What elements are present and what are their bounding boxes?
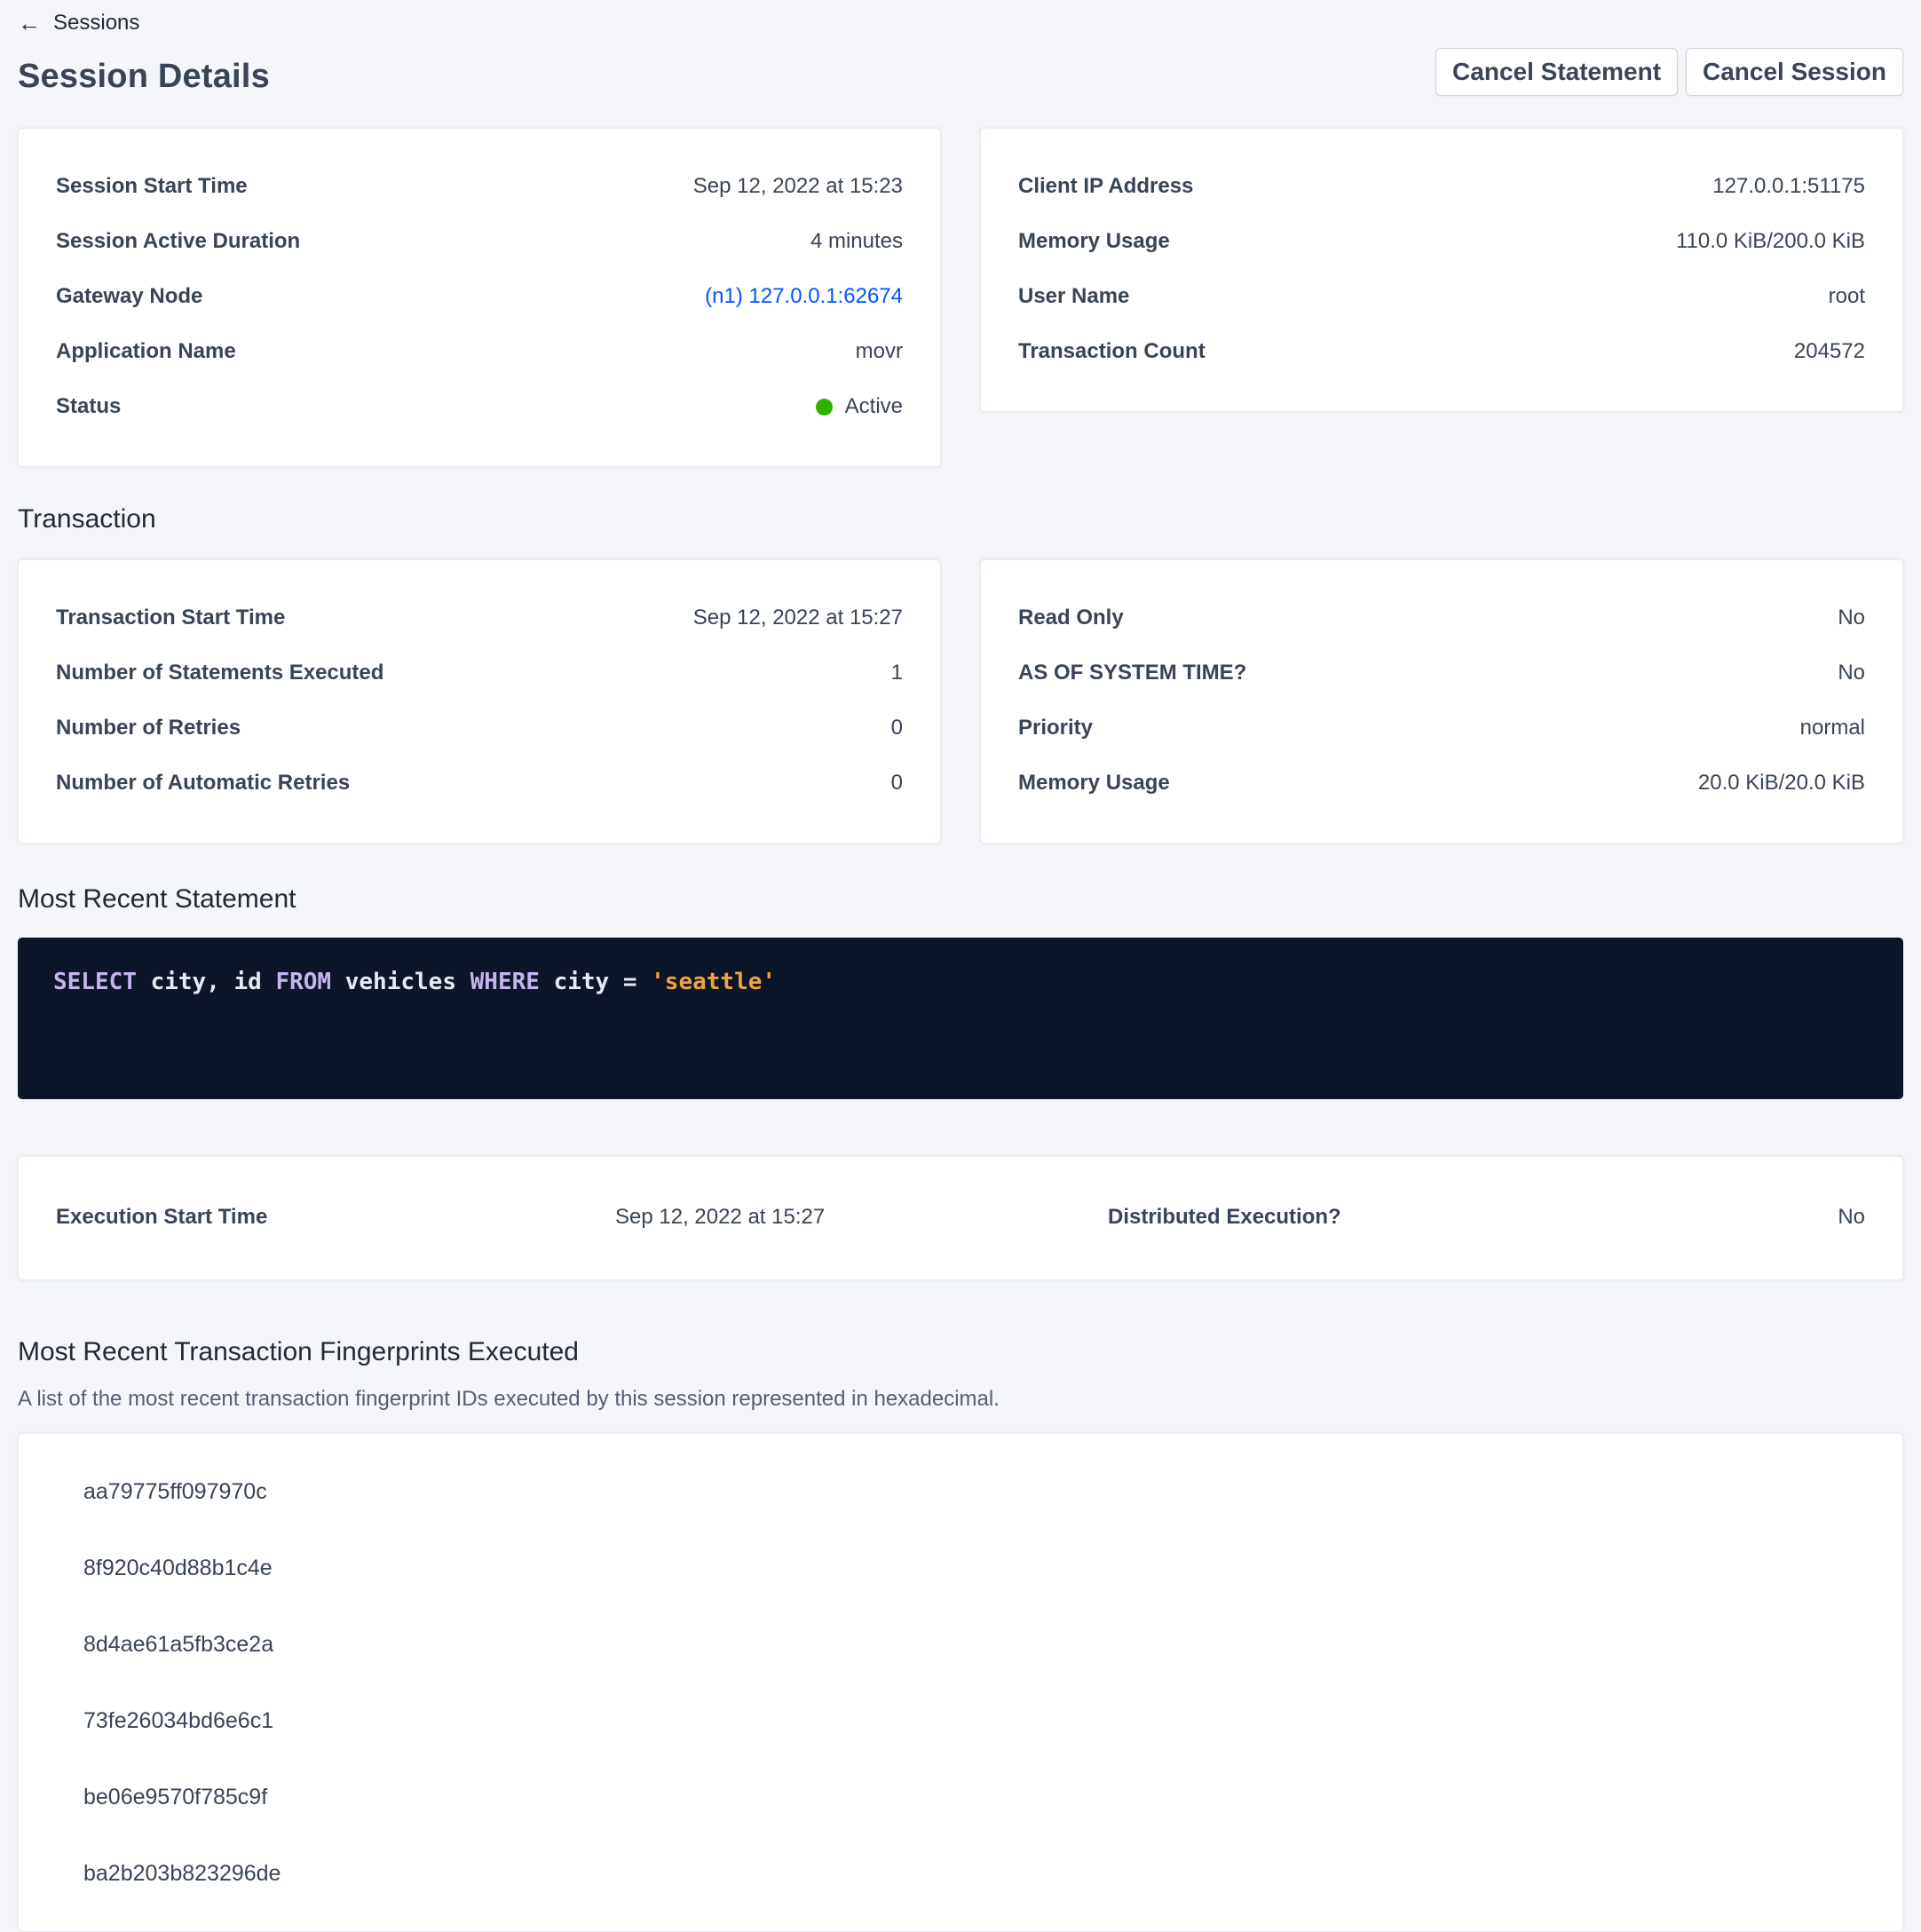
cancel-statement-button[interactable]: Cancel Statement xyxy=(1435,48,1678,96)
info-value-text: Sep 12, 2022 at 15:23 xyxy=(692,174,903,198)
info-label: Priority xyxy=(1018,716,1094,740)
sql-statement xyxy=(53,966,1868,998)
info-label: User Name xyxy=(1018,284,1130,308)
info-label: Memory Usage xyxy=(1018,771,1170,795)
fingerprints-section-heading: Most Recent Transaction Fingerprints Executed xyxy=(18,1337,579,1366)
info-value xyxy=(693,606,903,630)
info-value-text: movr xyxy=(855,339,903,363)
info-row xyxy=(56,701,903,756)
info-row xyxy=(1018,269,1865,324)
info-value xyxy=(1676,229,1865,254)
session-overview-cards xyxy=(18,128,1903,467)
info-value xyxy=(816,394,903,419)
sql-token: vehicles xyxy=(331,969,470,995)
info-value-text: 110.0 KiB/200.0 KiB xyxy=(1675,229,1865,253)
distributed-execution-value: No xyxy=(1838,1205,1865,1229)
info-value xyxy=(1838,606,1865,630)
info-value-text: 0 xyxy=(890,716,903,740)
statement-section-heading: Most Recent Statement xyxy=(18,884,296,914)
sql-token: FROM xyxy=(275,969,332,995)
info-value xyxy=(1800,716,1865,740)
info-value xyxy=(1838,661,1865,685)
back-arrow-icon: ← xyxy=(18,10,41,36)
info-value-text: Active xyxy=(844,394,903,418)
fingerprints-card xyxy=(18,1433,1903,1932)
sql-token: SELECT xyxy=(53,969,137,995)
info-value xyxy=(1698,771,1865,796)
info-row xyxy=(1018,701,1865,756)
info-value-text: normal xyxy=(1799,716,1865,740)
info-row xyxy=(1018,214,1865,269)
info-label: Application Name xyxy=(56,339,236,363)
info-value-text: 0 xyxy=(890,771,903,795)
fingerprint-id: be06e9570f785c9f xyxy=(83,1784,268,1809)
info-value xyxy=(693,174,903,199)
info-value-text: 1 xyxy=(890,661,903,685)
info-row xyxy=(56,324,903,379)
info-value[interactable] xyxy=(705,284,903,309)
page-title: Session Details xyxy=(18,58,270,95)
info-row xyxy=(56,269,903,324)
info-value xyxy=(1712,174,1865,199)
transaction-card-left xyxy=(18,559,941,843)
info-label: Number of Statements Executed xyxy=(56,661,384,685)
header-actions xyxy=(1435,48,1903,96)
info-value-text: 127.0.0.1:51175 xyxy=(1712,174,1865,198)
transaction-cards xyxy=(18,559,1903,843)
info-label: Client IP Address xyxy=(1018,174,1194,198)
sql-token: 'seattle' xyxy=(651,969,777,995)
info-row xyxy=(56,214,903,269)
info-row xyxy=(56,756,903,811)
info-row xyxy=(1018,159,1865,214)
session-info-card-left xyxy=(18,128,941,467)
info-value-text: No xyxy=(1838,661,1865,685)
info-row xyxy=(1018,590,1865,645)
back-to-sessions-link[interactable] xyxy=(18,7,139,39)
info-label: Session Active Duration xyxy=(56,229,301,253)
sql-token: WHERE xyxy=(470,969,540,995)
info-value-text: (n1) 127.0.0.1:62674 xyxy=(705,284,903,308)
fingerprint-id: ba2b203b823296de xyxy=(83,1860,281,1886)
info-row xyxy=(56,159,903,214)
transaction-section-heading: Transaction xyxy=(18,504,156,534)
page-header xyxy=(18,48,1903,96)
transaction-card-right xyxy=(980,559,1903,843)
fingerprint-id: 8f920c40d88b1c4e xyxy=(83,1555,273,1580)
info-value-text: root xyxy=(1828,284,1865,308)
info-row xyxy=(1018,756,1865,811)
sql-token: = xyxy=(622,969,652,995)
fingerprint-id: aa79775ff097970c xyxy=(83,1478,267,1504)
info-label: Transaction Count xyxy=(1018,339,1206,363)
info-value-text: 4 minutes xyxy=(810,229,903,253)
fingerprints-description: A list of the most recent transaction fingerprint IDs executed by this session represented in hexadecimal. xyxy=(18,1387,1000,1411)
info-label: AS OF SYSTEM TIME? xyxy=(1018,661,1247,685)
info-value-text: 204572 xyxy=(1793,339,1865,363)
info-value xyxy=(1794,339,1865,364)
info-label: Memory Usage xyxy=(1018,229,1170,253)
session-info-card-right xyxy=(980,128,1903,412)
info-row xyxy=(1018,324,1865,379)
info-value xyxy=(1829,284,1865,309)
info-row xyxy=(56,645,903,701)
info-row xyxy=(56,590,903,645)
info-value xyxy=(810,229,903,254)
fingerprint-id: 73fe26034bd6e6c1 xyxy=(83,1707,274,1733)
distributed-execution-pair xyxy=(1108,1205,1865,1230)
info-value xyxy=(891,661,903,685)
info-value xyxy=(891,771,903,796)
sql-token: city xyxy=(539,969,623,995)
info-label: Status xyxy=(56,394,122,418)
info-value-text: No xyxy=(1838,606,1865,629)
info-label: Number of Retries xyxy=(56,716,241,740)
fingerprint-id: 8d4ae61a5fb3ce2a xyxy=(83,1631,274,1657)
execution-card xyxy=(18,1156,1903,1280)
execution-start-value: Sep 12, 2022 at 15:27 xyxy=(615,1205,826,1229)
execution-start-label: Execution Start Time xyxy=(56,1205,268,1229)
info-value xyxy=(891,716,903,740)
status-dot-icon xyxy=(816,399,833,416)
session-details-page xyxy=(18,0,1903,1932)
distributed-execution-label: Distributed Execution? xyxy=(1108,1205,1341,1229)
info-label: Gateway Node xyxy=(56,284,203,308)
info-row xyxy=(56,379,903,434)
info-value-text: Sep 12, 2022 at 15:27 xyxy=(692,606,903,629)
back-label: Sessions xyxy=(53,11,140,35)
info-label: Number of Automatic Retries xyxy=(56,771,351,795)
info-value-text: 20.0 KiB/20.0 KiB xyxy=(1697,771,1865,795)
info-label: Session Start Time xyxy=(56,174,248,198)
info-row xyxy=(1018,645,1865,701)
sql-statement-box xyxy=(18,938,1903,1099)
sql-token: city, id xyxy=(136,969,276,995)
cancel-session-button[interactable]: Cancel Session xyxy=(1686,48,1903,96)
info-label: Read Only xyxy=(1018,606,1124,629)
info-value xyxy=(856,339,903,364)
info-label: Transaction Start Time xyxy=(56,606,286,629)
